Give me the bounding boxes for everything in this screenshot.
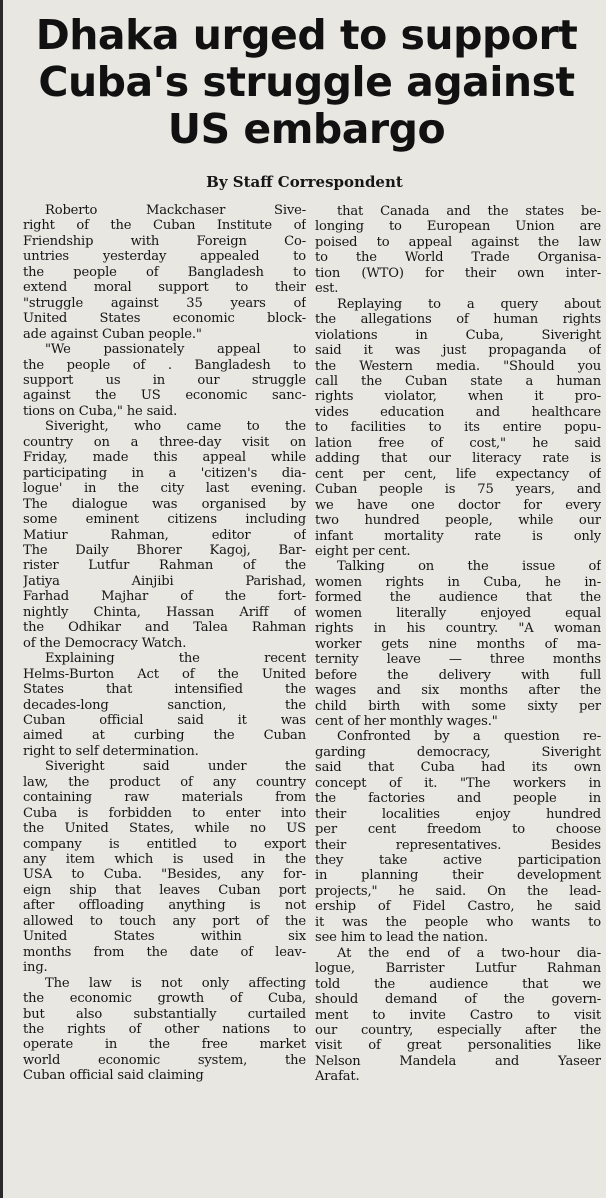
article-line: At the end of a two-hour dia- bbox=[337, 945, 601, 961]
article-line: decades-long sanction, the bbox=[23, 697, 306, 713]
article-line: States that intensified the bbox=[23, 682, 306, 698]
article-line: our country, especially after the bbox=[315, 1023, 601, 1039]
article-line: eign ship that leaves Cuban port bbox=[23, 882, 306, 898]
article-line: in planning their development bbox=[315, 868, 601, 884]
article-line: their localities enjoy hundred bbox=[315, 806, 601, 822]
article-line: est. bbox=[315, 281, 339, 297]
article-line: The law is not only affecting bbox=[45, 975, 306, 991]
article-paragraph bbox=[23, 342, 306, 419]
article-line: women rights in Cuba, he in- bbox=[315, 574, 601, 590]
article-paragraph bbox=[23, 976, 306, 1084]
article-line: said that Cuba had its own bbox=[315, 760, 601, 776]
article-line: tion (WTO) for their own inter- bbox=[315, 265, 601, 281]
article-line: Helms-Burton Act of the United bbox=[23, 666, 306, 682]
article-line: the people of . Bangladesh to bbox=[23, 357, 306, 373]
article-line: against the US economic sanc- bbox=[23, 388, 306, 404]
article-line: Talking on the issue of bbox=[337, 559, 601, 575]
article-line: ership of Fidel Castro, he said bbox=[315, 899, 601, 915]
article-line: Matiur Rahman, editor of bbox=[23, 527, 306, 543]
article-line: "struggle against 35 years of bbox=[23, 295, 306, 311]
article-line: right to self determination. bbox=[23, 743, 199, 759]
article-line: child birth with some sixty per bbox=[315, 698, 601, 714]
article-line: of the Democracy Watch. bbox=[23, 635, 187, 651]
article-line: "We passionately appeal to bbox=[45, 342, 306, 358]
article-line: adding that our literacy rate is bbox=[315, 451, 601, 467]
article-line: rister Lutfur Rahman of the bbox=[23, 558, 306, 574]
article-line: Farhad Majhar of the fort- bbox=[23, 589, 306, 605]
article-line: see him to lead the nation. bbox=[315, 930, 488, 946]
article-line: nightly Chinta, Hassan Ariff of bbox=[23, 604, 306, 620]
article-line: operate in the free market bbox=[23, 1037, 306, 1053]
headline-line: US embargo bbox=[167, 105, 446, 153]
article-line: company is entitled to export bbox=[23, 836, 306, 852]
article-column-left bbox=[23, 203, 306, 1084]
article-line: United States within six bbox=[23, 929, 306, 945]
article-line: visit of great personalities like bbox=[315, 1038, 601, 1054]
article-paragraph bbox=[23, 651, 306, 759]
article-line: Cuba is forbidden to enter into bbox=[23, 805, 306, 821]
article-line: allowed to touch any port of the bbox=[23, 913, 306, 929]
article-line: Arafat. bbox=[315, 1069, 360, 1085]
article-line: Nelson Mandela and Yaseer bbox=[315, 1053, 601, 1069]
article-line: The dialogue was organised by bbox=[23, 496, 306, 512]
article-line: concept of it. "The workers in bbox=[315, 775, 601, 791]
article-line: lation free of cost," he said bbox=[315, 435, 601, 451]
article-line: that Canada and the states be- bbox=[337, 204, 601, 219]
article-line: said it was just propaganda of bbox=[315, 343, 601, 359]
article-line: projects," he said. On the lead- bbox=[315, 883, 601, 899]
article-line: the people of Bangladesh to bbox=[23, 264, 306, 280]
article-line: rights violator, when it pro- bbox=[315, 389, 601, 405]
article-line: longing to European Union are bbox=[315, 219, 601, 235]
article-line: garding democracy, Siveright bbox=[315, 744, 601, 760]
article-line: Confronted by a question re- bbox=[337, 729, 601, 745]
article-paragraph bbox=[315, 204, 601, 297]
article-line: Replaying to a query about bbox=[337, 296, 601, 312]
article-line: the factories and people in bbox=[315, 791, 601, 807]
article-line: they take active participation bbox=[315, 853, 601, 869]
article-line: untries yesterday appealed to bbox=[23, 249, 306, 265]
article-line: logue' in the city last evening. bbox=[23, 481, 306, 497]
article-line: any item which is used in the bbox=[23, 852, 306, 868]
article-line: Cuban official said claiming bbox=[23, 1068, 204, 1084]
headline bbox=[13, 12, 600, 153]
headline-line: Cuba's struggle against bbox=[38, 58, 575, 106]
article-paragraph bbox=[23, 419, 306, 651]
article-line: formed the audience that the bbox=[315, 590, 601, 606]
article-line: to facilities to its entire popu- bbox=[315, 420, 601, 436]
article-line: the Odhikar and Talea Rahman bbox=[23, 620, 306, 636]
article-paragraph bbox=[315, 729, 601, 945]
article-paragraph bbox=[315, 559, 601, 729]
article-column-right bbox=[315, 204, 601, 1085]
article-line: USA to Cuba. "Besides, any for- bbox=[23, 867, 306, 883]
article-line: wages and six months after the bbox=[315, 683, 601, 699]
article-line: cent of her monthly wages." bbox=[315, 713, 498, 729]
article-line: the rights of other nations to bbox=[23, 1022, 306, 1038]
article-line: poised to appeal against the law bbox=[315, 234, 601, 250]
article-paragraph bbox=[23, 203, 306, 342]
article-paragraph bbox=[315, 946, 601, 1085]
article-line: to the World Trade Organisa- bbox=[315, 250, 601, 266]
article-line: ade against Cuban people." bbox=[23, 326, 202, 342]
article-line: Cuban people is 75 years, and bbox=[315, 482, 601, 498]
article-line: months from the date of leav- bbox=[23, 944, 306, 960]
article-line: containing raw materials from bbox=[23, 790, 306, 806]
article-line: law, the product of any country bbox=[23, 774, 306, 790]
article-line: the United States, while no US bbox=[23, 821, 306, 837]
article-line: before the delivery with full bbox=[315, 667, 601, 683]
article-line: Siveright said under the bbox=[45, 759, 306, 775]
article-line: The Daily Bhorer Kagoj, Bar- bbox=[23, 542, 306, 558]
article-line: extend moral support to their bbox=[23, 280, 306, 296]
article-line: vides education and healthcare bbox=[315, 404, 601, 420]
article-line: country on a three-day visit on bbox=[23, 434, 306, 450]
article-line: Friendship with Foreign Co- bbox=[23, 233, 306, 249]
article-line: infant mortality rate is only bbox=[315, 528, 601, 544]
article-line: after offloading anything is not bbox=[23, 898, 306, 914]
article-line: Roberto Mackchaser Sive- bbox=[45, 203, 306, 218]
headline-line: Dhaka urged to support bbox=[35, 11, 578, 59]
article-line: women literally enjoyed equal bbox=[315, 605, 601, 621]
byline: By Staff Correspondent bbox=[206, 173, 403, 191]
article-line: violations in Cuba, Siveright bbox=[315, 327, 601, 343]
article-line: right of the Cuban Institute of bbox=[23, 218, 306, 234]
article-paragraph bbox=[23, 759, 306, 975]
article-paragraph bbox=[315, 297, 601, 560]
article-line: the Western media. "Should you bbox=[315, 358, 601, 374]
article-line: should demand of the govern- bbox=[315, 992, 601, 1008]
article-line: it was the people who wants to bbox=[315, 914, 601, 930]
article-line: but also substantially curtailed bbox=[23, 1006, 306, 1022]
article-line: support us in our struggle bbox=[23, 372, 306, 388]
article-line: ternity leave — three months bbox=[315, 652, 601, 668]
article-line: call the Cuban state a human bbox=[315, 373, 601, 389]
article-line: Friday, made this appeal while bbox=[23, 450, 306, 466]
article-line: told the audience that we bbox=[315, 976, 601, 992]
article-line: Explaining the recent bbox=[45, 651, 306, 667]
article-line: worker gets nine months of ma- bbox=[315, 636, 601, 652]
article-line: the allegations of human rights bbox=[315, 312, 601, 328]
article-line: two hundred people, while our bbox=[315, 513, 601, 529]
article-line: per cent freedom to choose bbox=[315, 822, 601, 838]
article-line: Cuban official said it was bbox=[23, 712, 306, 728]
article-line: participating in a 'citizen's dia- bbox=[23, 465, 306, 481]
article-line: we have one doctor for every bbox=[315, 497, 601, 513]
article-line: world economic system, the bbox=[23, 1052, 306, 1068]
article-line: eight per cent. bbox=[315, 543, 411, 559]
article-line: some eminent citizens including bbox=[23, 512, 306, 528]
article-line: tions on Cuba," he said. bbox=[23, 403, 178, 419]
article-line: ment to invite Castro to visit bbox=[315, 1007, 601, 1023]
article-line: rights in his country. "A woman bbox=[315, 621, 601, 637]
article-line: cent per cent, life expectancy of bbox=[315, 466, 601, 482]
article-line: aimed at curbing the Cuban bbox=[23, 728, 306, 744]
article-line: United States economic block- bbox=[23, 311, 306, 327]
article-line: the economic growth of Cuba, bbox=[23, 991, 306, 1007]
article-line: Siveright, who came to the bbox=[45, 419, 306, 435]
article-line: their representatives. Besides bbox=[315, 837, 601, 853]
article-line: Jatiya Ainjibi Parishad, bbox=[23, 573, 306, 589]
article-line: logue, Barrister Lutfur Rahman bbox=[315, 961, 601, 977]
article-line: ing. bbox=[23, 960, 48, 976]
